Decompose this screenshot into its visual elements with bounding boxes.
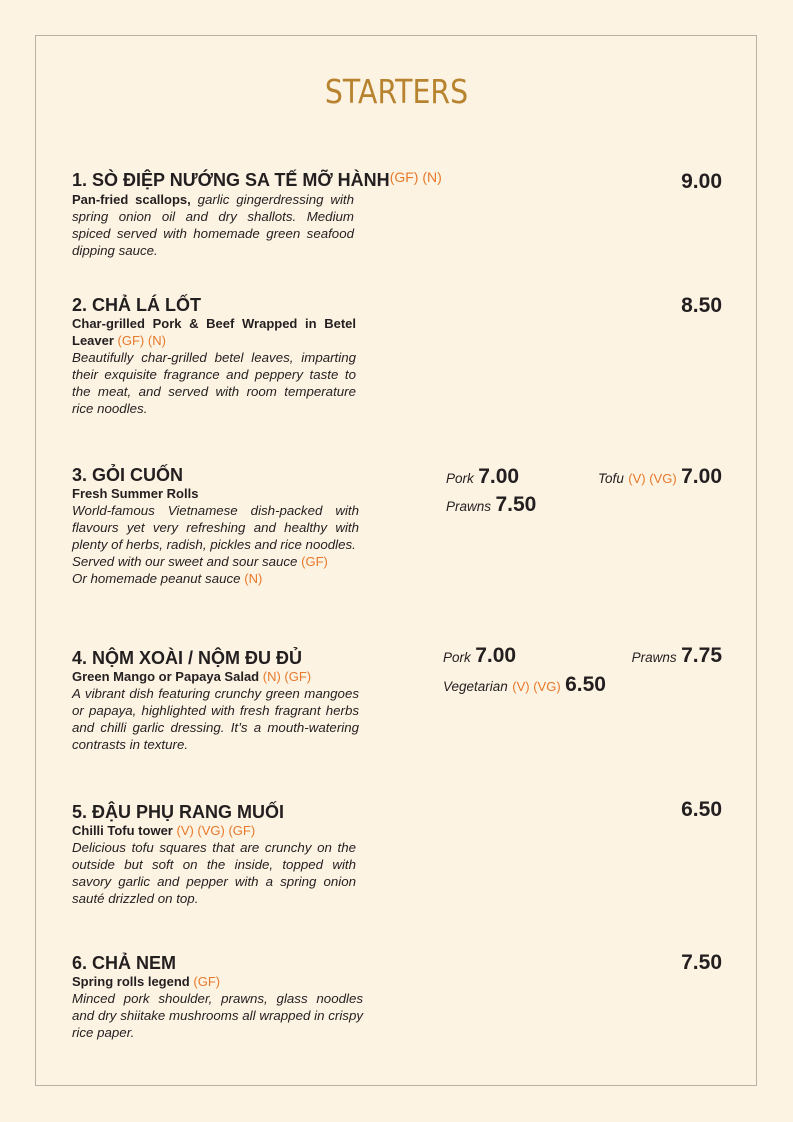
item-name: 4. NỘM XOÀI / NỘM ĐU ĐỦ — [72, 648, 303, 668]
item-description: Pan-fried scallops, garlic gingerdressing with spring onion oil and dry shallots. Medium spiced served with homemade green seafood dipping sauce. — [72, 192, 354, 258]
option-pork: Pork 7.00 — [446, 465, 520, 488]
item-name: 1. SÒ ĐIỆP NƯỚNG SA TẾ MỠ $HÀNH^{(GF) (N)}$ — [72, 169, 442, 190]
item-description: Beautifully char-grilled betel leaves, imparting their exquisite fragrance and peppery taste to the meat, and served with room temperature rice noodles. — [72, 350, 356, 416]
menu-item-2 — [72, 295, 356, 417]
page-title: STARTERS — [324, 72, 469, 111]
item-description: A vibrant dish featuring crunchy green mangoes or papaya, highlighted with fresh fragrant herbs and chilli garlic dressing. It’s a mouth-watering contrasts in texture. — [72, 686, 359, 752]
option-prawns: Prawns 7.75 — [631, 644, 722, 667]
option-vegetarian: Vegetarian (V) (VG) 6.50 — [443, 673, 606, 696]
item-name: 2. CHẢ LÁ LỐT — [72, 295, 201, 315]
menu-item-4 — [72, 648, 359, 753]
item-name: 3. GỎI CUỐN — [72, 465, 184, 485]
item-tags: (GF) (N) — [389, 169, 442, 185]
item-subtitle: Spring rolls legend (GF) — [72, 974, 221, 989]
item-name: 5. ĐẬU PHỤ RANG MUỐI — [72, 802, 285, 822]
item-description: Minced pork shoulder, prawns, glass noodles and dry shiitake mushrooms all wrapped in crispy rice paper. — [72, 991, 363, 1040]
menu-item-5 — [72, 802, 356, 907]
item-price: 8.50 — [681, 294, 722, 317]
option-pork: Pork 7.00 — [443, 644, 517, 667]
sauce-line: Or homemade peanut sauce (N) — [72, 571, 263, 586]
item-description: World-famous Vietnamese dish-packed with flavours yet very refreshing and healthy with plenty of herbs, radish, pickles and rice noodles. — [72, 503, 359, 552]
item-subtitle: Fresh Summer Rolls — [72, 486, 199, 501]
item-subtitle: Chilli Tofu tower (V) (VG) (GF) — [72, 823, 256, 838]
item-description: Delicious tofu squares that are crunchy on the outside but soft on the inside, topped with savory garlic and pepper with a spring onion sauté drizzled on top. — [72, 840, 356, 906]
option-tofu: Tofu (V) (VG) 7.00 — [598, 465, 722, 488]
item-price: 7.50 — [681, 951, 722, 974]
menu-item-3 — [72, 465, 359, 587]
item-subtitle: Green Mango or Papaya Salad (N) (GF) — [72, 669, 312, 684]
item-name: 6. CHẢ NEM — [72, 953, 177, 973]
option-prawns: Prawns 7.50 — [446, 493, 537, 516]
menu-item-1 — [72, 169, 442, 259]
item-subtitle: Char-grilled Pork & Beef Wrapped in Betel Leaver (GF) (N) — [72, 316, 356, 348]
menu-item-6 — [72, 953, 363, 1041]
item-price: 9.00 — [681, 170, 722, 193]
sauce-line: Served with our sweet and sour sauce (GF) — [72, 554, 328, 569]
item-price: 6.50 — [681, 798, 722, 821]
